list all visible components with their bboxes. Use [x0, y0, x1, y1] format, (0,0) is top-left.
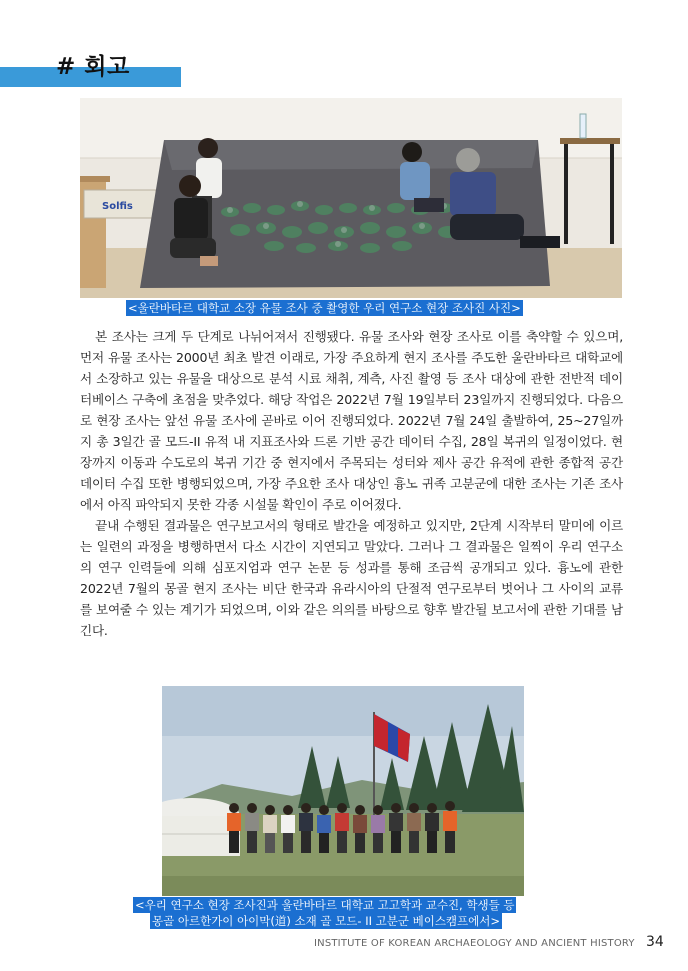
artifact-survey-illustration — [80, 98, 622, 298]
paragraph-2: 끝내 수행된 결과물은 연구보고서의 형태로 발간을 예정하고 있지만, 2단계 시작부터 말미에 이르는 일련의 과정을 병행하면서 다소 시간이 지연되고 말았다. 그러나 그 결과물은 일찍이 우리 연구소의 연구 인력들에 의해 심포지엄과 연구 논문 등 성과를 통해 조금씩 공개되고 있다. 흉노에 관한 2022년 7월의 몽골 현지 조사는 비단 한국과 유라시아의 단절적 연구로부터 벗어나 그 사이의 교류를 보여줄 수 있는 계기가 되었으며, 이와 같은 의의를 바탕으로 향후 발간될 보고서에 관한 기대를 남긴다. — [80, 518, 623, 638]
base-camp-group-photo — [162, 686, 524, 896]
box-label: Solfis — [102, 201, 133, 212]
photo1-caption: <울란바타르 대학교 소장 유물 조사 중 촬영한 우리 연구소 현장 조사진 사진> — [128, 301, 521, 315]
section-heading: # 회고 — [56, 54, 130, 80]
photo2-caption-line2: 몽골 아르한가이 아이막(道) 소재 골 모드- II 고분군 베이스캠프에서> — [152, 914, 501, 928]
base-camp-illustration — [162, 686, 524, 896]
page-number: 34 — [646, 934, 664, 950]
body-text — [80, 326, 623, 641]
artifact-survey-photo — [80, 98, 622, 298]
photo2-caption-line1: <우리 연구소 현장 조사진과 울란바타르 대학교 고고학과 교수진, 학생들 등 — [135, 898, 515, 912]
footer-institute: INSTITUTE OF KOREAN ARCHAEOLOGY AND ANCIENT HISTORY — [314, 938, 635, 949]
paragraph-1: 본 조사는 크게 두 단계로 나뉘어져서 진행됐다. 유물 조사와 현장 조사로 이를 축약할 수 있으며, 먼저 유물 조사는 2000년 최초 발견 이래로, 가장 주요하게 현지 조사를 주도한 울란바타르 대학교에서 소장하고 있는 유물을 대상으로 분석 시료 채취, 계측, 사진 촬영 등 조사 대상에 관한 전반적 데이터베이스 구축에 초점을 맞추었다. 해당 작업은 2022년 7월 19일부터 23일까지 진행되었다. 다음으로 현장 조사는 앞선 유물 조사에 곧바로 이어 진행되었다. 2022년 7월 24일 출발하여, 25~27일까지 총 3일간 골 모드-II 유적 내 지표조사와 드론 기반 공간 데이터 수집, 28일 복귀의 일정이었다. 현장까지 이동과 수도로의 복귀 기간 중 현지에서 주목되는 성터와 제사 공간 유적에 관한 종합적 공간 데이터 수집 또한 병행되었으며, 가장 주요한 조사 대상인 흉노 귀족 고분군에 대한 조사는 기존 조사에서 아직 파악되지 못한 각종 시설물 확인이 주로 이어졌다. — [80, 329, 623, 512]
